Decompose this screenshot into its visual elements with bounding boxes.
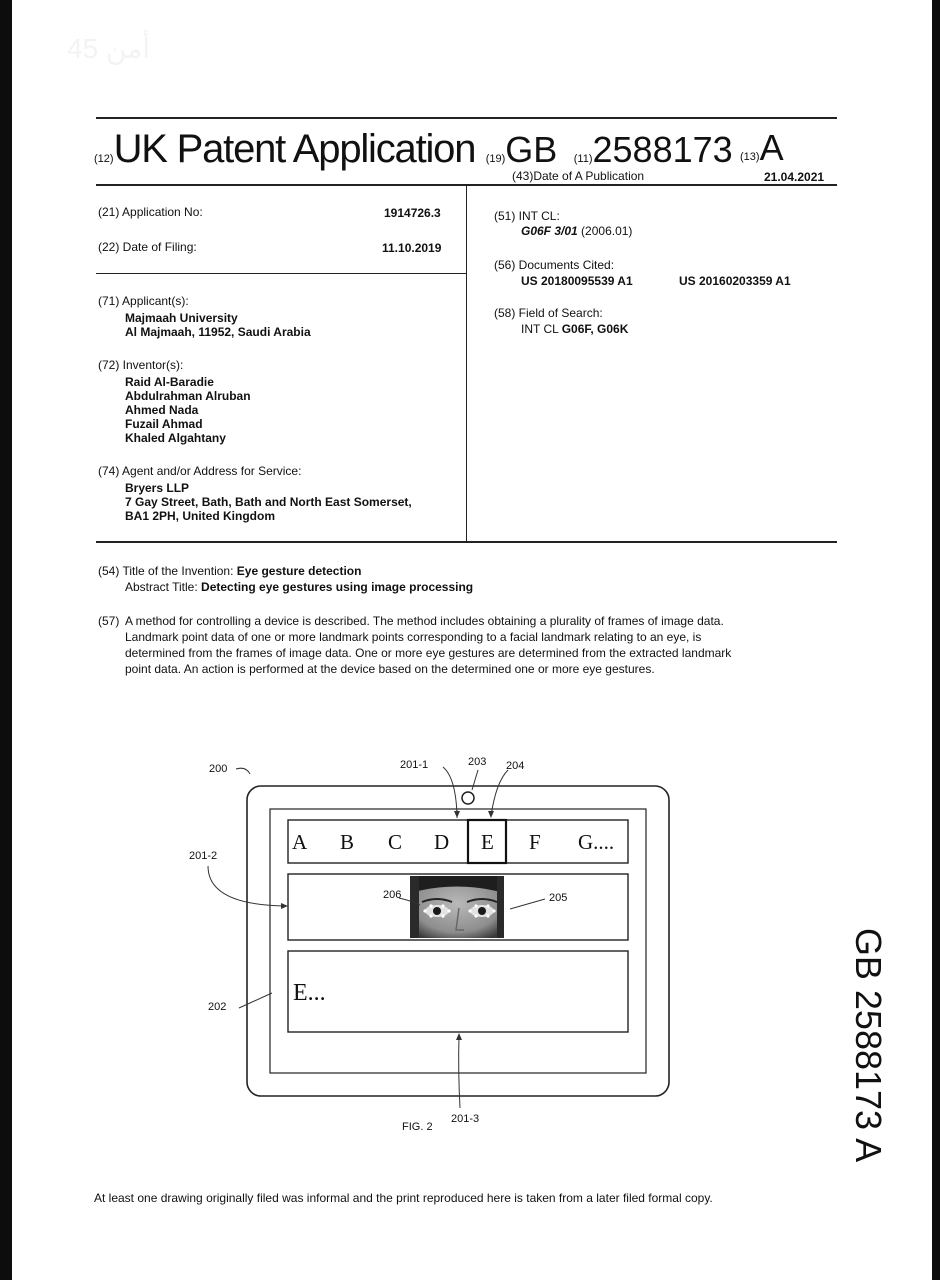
ref-204: 204 xyxy=(506,760,525,772)
agent-line: 7 Gay Street, Bath, Bath and North East Somerset, xyxy=(125,495,412,509)
documents-cited-label: (56) Documents Cited: xyxy=(494,258,615,272)
biblio-bottom-rule xyxy=(96,541,837,543)
camera-view-box xyxy=(288,874,628,940)
landmark-points xyxy=(423,904,495,917)
abstract-line: A method for controlling a device is described. The method includes obtaining a plurality of frames of image data. xyxy=(125,614,724,628)
int-cl-code: G06F 3/01 xyxy=(521,224,578,238)
ref-205: 205 xyxy=(549,892,568,904)
agent-line: Bryers LLP xyxy=(125,481,190,495)
agent-line: BA1 2PH, United Kingdom xyxy=(125,509,276,523)
country-code: GB xyxy=(505,129,558,170)
applicant-label: (71) Applicant(s): xyxy=(98,294,189,308)
ref-206: 206 xyxy=(383,889,402,901)
int-cl-year: (2006.01) xyxy=(581,224,633,238)
application-number-label: (21) Application No: xyxy=(98,205,203,219)
abstract-title: Detecting eye gestures using image processing xyxy=(201,580,474,594)
filing-date: 11.10.2019 xyxy=(382,241,442,255)
keyboard-letter: B xyxy=(340,830,355,854)
text-output-box xyxy=(288,951,628,1032)
side-publication-label: GB 2588173 A xyxy=(848,927,889,1163)
abstract-line: point data. An action is performed at the device based on the determined one or more eye gestures. xyxy=(125,662,655,676)
inventor-name: Fuzail Ahmad xyxy=(125,417,203,431)
keyboard-letter: F xyxy=(529,830,541,854)
search-prefix: INT CL xyxy=(521,322,559,336)
publication-date-label: (43)Date of A Publication xyxy=(512,169,645,183)
cited-document: US 20160203359 A1 xyxy=(679,274,791,288)
int-cl-label: (51) INT CL: xyxy=(494,209,560,223)
invention-title-label: (54) Title of the Invention: xyxy=(98,564,234,578)
selected-letter-frame xyxy=(468,820,506,863)
agent-label: (74) Agent and/or Address for Service: xyxy=(98,464,302,478)
inventor-name: Raid Al-Baradie xyxy=(125,375,214,389)
keyboard-letter: C xyxy=(388,830,403,854)
abstract-label: (57) xyxy=(98,614,120,628)
inventor-label: (72) Inventor(s): xyxy=(98,358,184,372)
abstract-title-label: Abstract Title: xyxy=(125,580,198,594)
figure-caption: FIG. 2 xyxy=(402,1121,433,1133)
int-cl-value xyxy=(521,224,632,238)
screen-outline xyxy=(270,809,646,1073)
code-12: (12) xyxy=(94,153,114,165)
search-classes: G06F, G06K xyxy=(561,322,629,336)
inventor-name: Ahmed Nada xyxy=(125,403,199,417)
leader-lines xyxy=(208,767,545,1108)
abstract-line: Landmark point data of one or more landmark points corresponding to a facial landmark relating to an eye, is xyxy=(125,630,702,644)
header-top-rule xyxy=(96,117,837,119)
ref-200: 200 xyxy=(209,763,228,775)
left-column-rule xyxy=(96,273,466,274)
abstract-title-line xyxy=(125,580,473,594)
ref-203: 203 xyxy=(468,756,487,768)
left-scan-edge xyxy=(0,0,12,1280)
inventor-name: Abdulrahman Alruban xyxy=(125,389,251,403)
application-number: 1914726.3 xyxy=(384,206,441,220)
header-title-line xyxy=(94,127,733,172)
arrowheads xyxy=(281,811,494,1040)
cited-document: US 20180095539 A1 xyxy=(521,274,633,288)
doc-type: UK Patent Application xyxy=(113,127,476,171)
patent-number: 2588173 xyxy=(592,129,733,170)
keyboard-letter-selected: E xyxy=(481,830,494,854)
patent-page xyxy=(12,0,932,1280)
kind-letter: A xyxy=(759,127,784,168)
footer-note: At least one drawing originally filed was informal and the print reproduced here is taken from a later filed formal copy. xyxy=(94,1191,713,1205)
right-scan-edge xyxy=(932,0,940,1280)
applicant-line: Majmaah University xyxy=(125,311,238,325)
invention-title: Eye gesture detection xyxy=(236,564,362,578)
keyboard-letter: A xyxy=(292,830,308,854)
inventor-name: Khaled Algahtany xyxy=(125,431,226,445)
kind-code xyxy=(740,127,784,169)
applicant-line: Al Majmaah, 11952, Saudi Arabia xyxy=(125,325,311,339)
watermark: أمن 45 xyxy=(67,33,151,64)
filing-date-label: (22) Date of Filing: xyxy=(98,240,197,254)
face-image xyxy=(410,876,504,938)
output-text: E... xyxy=(293,980,326,1006)
device-outline xyxy=(247,786,669,1096)
code-13: (13) xyxy=(740,151,760,163)
keyboard-letter: D xyxy=(434,830,450,854)
field-of-search-label: (58) Field of Search: xyxy=(494,306,603,320)
publication-date: 21.04.2021 xyxy=(764,170,825,184)
invention-title-line xyxy=(98,564,361,578)
ref-201-1: 201-1 xyxy=(400,759,429,771)
ref-202: 202 xyxy=(208,1001,227,1013)
abstract-line: determined from the frames of image data. One or more eye gestures are determined from the extracted landmark xyxy=(125,646,732,660)
camera-lens xyxy=(462,792,474,804)
keyboard-letter: G.... xyxy=(578,830,615,854)
code-19: (19) xyxy=(485,153,506,165)
letter-selection-bar xyxy=(288,820,628,863)
ref-201-3: 201-3 xyxy=(451,1113,480,1125)
ref-201-2: 201-2 xyxy=(189,850,218,862)
field-of-search-value xyxy=(521,322,628,336)
code-11: (11) xyxy=(573,153,593,165)
column-divider xyxy=(466,186,467,542)
